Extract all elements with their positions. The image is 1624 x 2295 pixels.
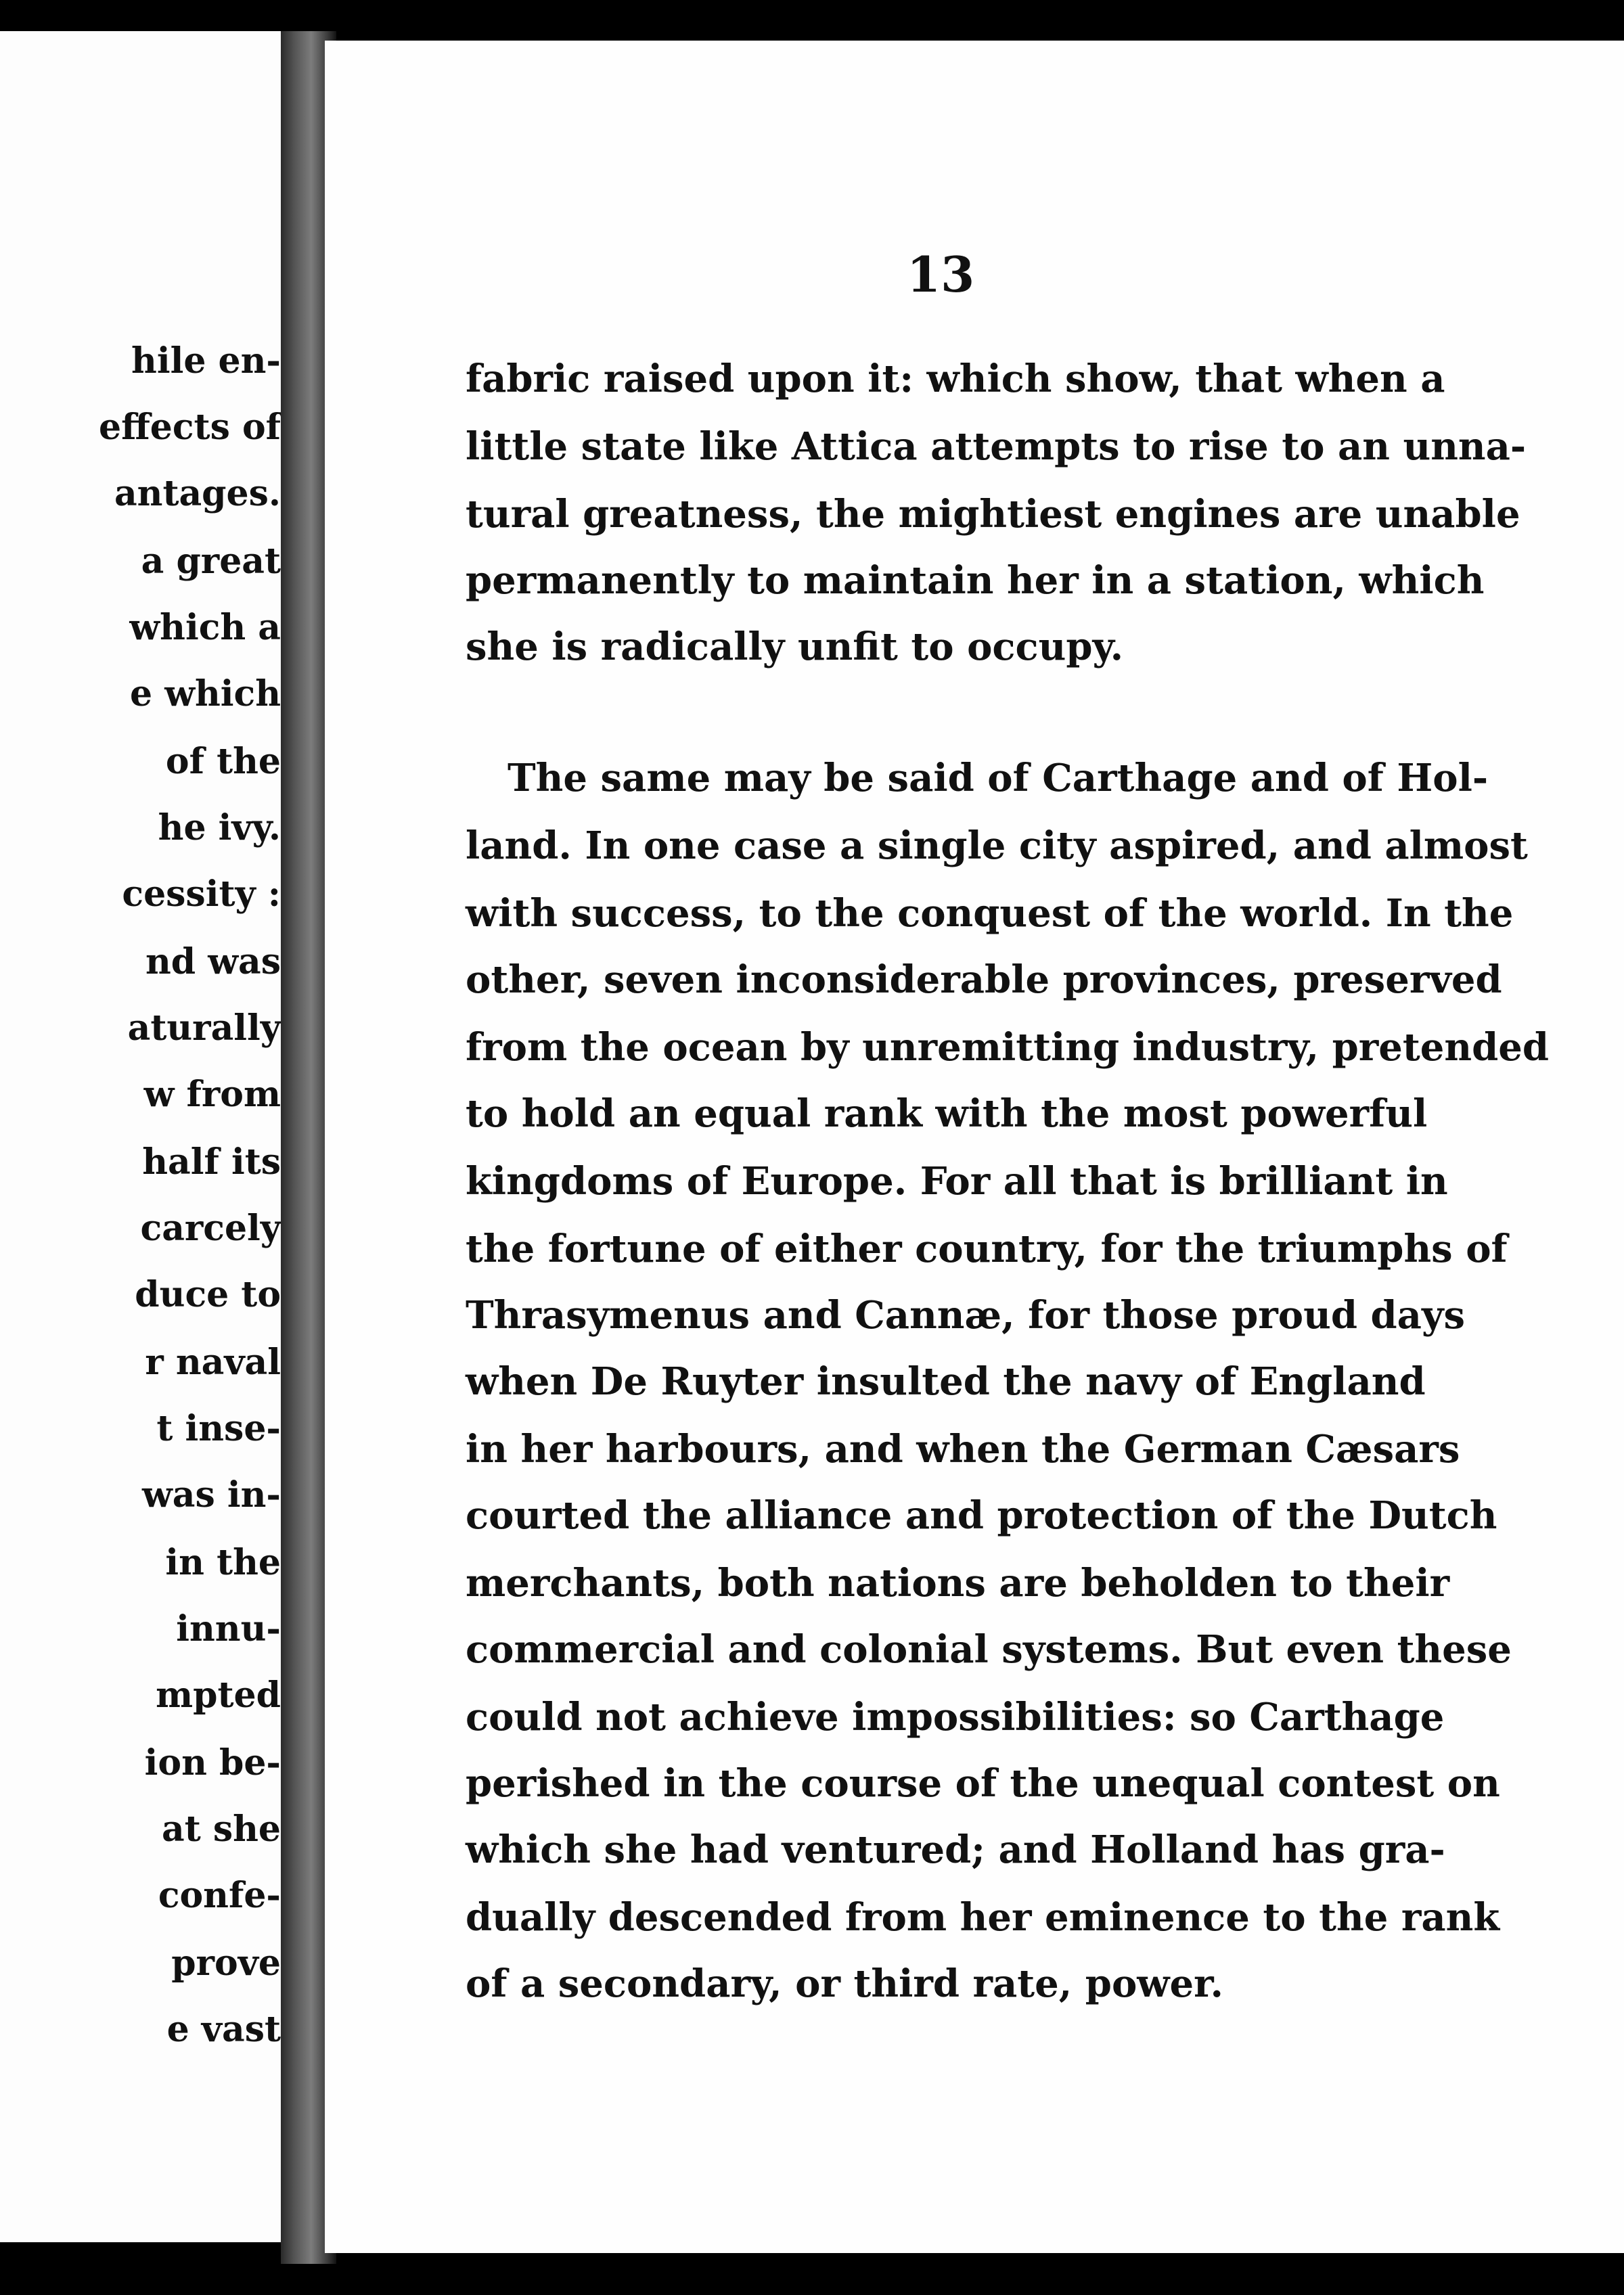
left-page-line: cessity : bbox=[122, 873, 281, 915]
left-page-line: hile en- bbox=[131, 340, 281, 382]
left-page-line: confe- bbox=[158, 1875, 281, 1916]
text-line: from the ocean by unremitting industry, pretended bbox=[466, 1025, 1550, 1070]
text-line: other, seven inconsiderable provinces, preserved bbox=[466, 957, 1502, 1002]
left-page-line: nd was bbox=[145, 941, 281, 982]
left-page-line: antages. bbox=[114, 473, 281, 514]
left-page-line: half its bbox=[142, 1141, 281, 1183]
text-line: commercial and colonial systems. But even these bbox=[466, 1627, 1512, 1672]
text-line: she is radically unfit to occupy. bbox=[466, 624, 1124, 669]
left-page-line: at she bbox=[162, 1809, 281, 1850]
left-page-line: ion be- bbox=[144, 1742, 281, 1783]
left-page-line: he ivy. bbox=[158, 807, 281, 848]
left-page-line: aturally bbox=[127, 1007, 281, 1049]
text-line: tural greatness, the mightiest engines are unable bbox=[466, 492, 1520, 537]
page-number: 13 bbox=[907, 246, 975, 303]
text-line: courted the alliance and protection of the Dutch bbox=[466, 1493, 1497, 1538]
left-page-line: carcely bbox=[140, 1208, 281, 1249]
left-page-line: innu- bbox=[176, 1608, 281, 1650]
text-line: of a secondary, or third rate, power. bbox=[466, 1961, 1223, 2006]
text-line: with success, to the conquest of the world. In the bbox=[466, 891, 1514, 936]
left-page-line: effects of bbox=[99, 407, 281, 448]
text-line: land. In one case a single city aspired, and almost bbox=[466, 823, 1528, 868]
left-page-line: prove bbox=[171, 1942, 281, 1984]
left-page-line: t inse- bbox=[156, 1408, 281, 1449]
text-line: could not achieve impossibilities: so Carthage bbox=[466, 1695, 1445, 1740]
left-page-line: e vast bbox=[166, 2009, 281, 2050]
text-line: to hold an equal rank with the most powerful bbox=[466, 1091, 1428, 1136]
text-line: permanently to maintain her in a station, which bbox=[466, 558, 1485, 603]
text-line: dually descended from her eminence to the rank bbox=[466, 1895, 1500, 1940]
left-page bbox=[0, 31, 281, 2242]
text-line: little state like Attica attempts to rise to an unna- bbox=[466, 424, 1527, 469]
text-line: merchants, both nations are beholden to their bbox=[466, 1561, 1450, 1606]
left-page-line: which a bbox=[129, 607, 281, 648]
text-line: when De Ruyter insulted the navy of England bbox=[466, 1359, 1426, 1404]
left-page-line: a great bbox=[141, 541, 281, 582]
left-page-line: of the bbox=[165, 741, 281, 782]
text-line: which she had ventured; and Holland has gra- bbox=[466, 1827, 1445, 1872]
left-page-line: r naval bbox=[145, 1342, 281, 1383]
left-page-line: was in- bbox=[142, 1474, 281, 1516]
left-page-line: mpted bbox=[156, 1675, 281, 1716]
left-page-line: w from bbox=[143, 1074, 281, 1115]
text-line: kingdoms of Europe. For all that is brilliant in bbox=[466, 1159, 1448, 1204]
text-line: the fortune of either country, for the triumphs of bbox=[466, 1227, 1508, 1271]
text-line: Thrasymenus and Cannæ, for those proud days bbox=[466, 1293, 1466, 1338]
text-line: The same may be said of Carthage and of Hol- bbox=[508, 756, 1489, 800]
text-line: in her harbours, and when the German Cæsars bbox=[466, 1427, 1460, 1472]
left-page-line: e which bbox=[130, 673, 281, 714]
text-line: perished in the course of the unequal contest on bbox=[466, 1761, 1500, 1806]
left-page-line: in the bbox=[165, 1542, 281, 1583]
left-page-line: duce to bbox=[135, 1274, 281, 1315]
text-line: fabric raised upon it: which show, that when a bbox=[466, 357, 1445, 401]
